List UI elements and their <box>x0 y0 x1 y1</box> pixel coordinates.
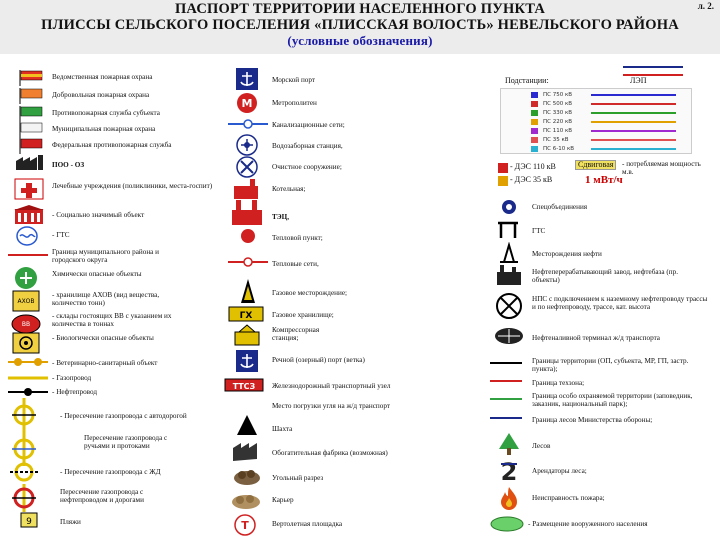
forest-lessee-icon <box>498 458 520 484</box>
substation-label: ПС 500 кВ <box>543 101 573 107</box>
legend-label: Граница муниципального района и городского округа <box>52 248 160 265</box>
river-port-anchor-icon <box>236 350 258 372</box>
svg-text:ТТСЗ: ТТСЗ <box>232 382 256 391</box>
tech-zone-line-icon <box>490 378 522 384</box>
rail-junction-icon <box>224 378 264 392</box>
legend-label: Пересечение газопровода с нефтепроводом и дорогами <box>60 488 144 505</box>
legend-label: - Пересечение газопровода с ЖД <box>60 468 161 476</box>
hospital-icon <box>14 178 44 200</box>
refinery-icon <box>496 264 522 286</box>
dept-fire-flag-icon <box>18 70 44 86</box>
legend-label: - ГТС <box>52 231 70 239</box>
quarry-icon <box>230 488 262 510</box>
population-placement-icon <box>490 516 524 532</box>
metro-icon <box>236 92 258 114</box>
substation-row <box>531 127 681 135</box>
substation-line <box>591 148 676 150</box>
svg-text:М: М <box>241 97 253 110</box>
legend-label: Шахта <box>272 425 293 433</box>
substation-row <box>531 91 681 99</box>
volunteer-fire-flag-icon <box>18 88 44 104</box>
seaport-anchor-icon <box>236 68 258 90</box>
gas-oil-crossing-icon <box>10 484 38 512</box>
substation-line <box>591 112 676 114</box>
legend-label: - Пересечение газопровода с автодорогой <box>60 412 187 420</box>
substation-swatch <box>531 110 538 116</box>
lep-line-icon-red <box>623 72 683 78</box>
legend-label: Спецобъединения <box>532 203 588 211</box>
des-35-label: - ДЭС 35 кВ <box>510 175 553 184</box>
legend-label: Газовое хранилище; <box>272 311 334 319</box>
substation-line <box>591 103 676 105</box>
chp-plant-icon <box>230 200 264 226</box>
substation-row <box>531 118 681 126</box>
des-110-icon <box>498 163 508 173</box>
substation-row <box>531 109 681 117</box>
defense-forest-line-icon <box>490 415 522 421</box>
fire-flame-icon <box>500 486 518 510</box>
oil-pipeline-icon <box>8 386 48 398</box>
svg-text:ВВ: ВВ <box>21 321 31 328</box>
substations-title: Подстанции: <box>505 76 549 85</box>
legend-label: Метрополитен <box>272 99 317 107</box>
regional-fire-flag-icon <box>18 106 44 122</box>
substation-row <box>531 136 681 144</box>
coal-pit-icon <box>232 464 262 486</box>
ahov-storage-icon <box>12 290 40 312</box>
legend-label: Морской порт <box>272 76 316 84</box>
substation-swatch <box>531 119 538 125</box>
svg-text:2: 2 <box>500 458 518 484</box>
substation-line <box>591 130 676 132</box>
legend-label: Котельная; <box>272 185 306 193</box>
legend-label: Противопожарная служба субъекта <box>52 109 160 117</box>
explosives-storage-icon <box>10 314 42 334</box>
power-note: - потребляемая мощность м.в. <box>622 160 701 177</box>
substation-swatch <box>531 92 538 98</box>
legend-label: - Ветеринарно-санитарный объект <box>52 359 158 367</box>
legend-label: Муниципальная пожарная охрана <box>52 125 156 133</box>
substations-legend <box>495 62 695 152</box>
treatment-plant-icon <box>236 156 258 178</box>
svg-text:ГХ: ГХ <box>239 311 253 321</box>
gas-field-icon <box>240 278 256 304</box>
legend-label: Пересечение газопровода с ручьями и протоками <box>84 434 168 451</box>
beach-icon <box>20 512 38 528</box>
highlight-badge: Сдвиговая <box>575 160 616 170</box>
legend-label: Газовое месторождение; <box>272 289 348 297</box>
special-object-icon <box>500 198 518 216</box>
oil-pump-station-icon <box>496 293 522 319</box>
chemical-hazard-icon <box>12 266 40 290</box>
legend-label: Водозаборная станция, <box>272 142 343 150</box>
substation-label: ПС 750 кВ <box>543 92 573 98</box>
boiler-house-icon <box>232 178 260 200</box>
des-110-label: - ДЭС 110 кВ <box>510 162 556 171</box>
federal-fire-flag-icon <box>18 138 44 154</box>
sewer-network-icon <box>228 118 268 130</box>
substation-swatch <box>531 101 538 107</box>
legend-label: Ведомственная пожарная охрана <box>52 73 153 81</box>
mine-icon <box>236 414 258 436</box>
legend-label: Речной (озерный) порт (ветка) <box>272 356 365 364</box>
legend-label: Граница техзона; <box>532 379 585 387</box>
veterinary-object-icon <box>8 356 48 368</box>
substation-label: ПС 6-10 кВ <box>543 146 575 152</box>
page-subtitle: ПЛИССЫ СЕЛЬСКОГО ПОСЕЛЕНИЯ «ПЛИССКАЯ ВОЛОСТЬ» НЕВЕЛЬСКОГО РАЙОНА <box>41 17 679 33</box>
legend-label: Химически опасные объекты <box>52 270 142 278</box>
substation-swatch <box>531 128 538 134</box>
legend-label: Карьер <box>272 496 294 504</box>
heat-network-icon <box>228 256 268 268</box>
legend-caption: (условные обозначения) <box>287 33 433 48</box>
legend-label: Лесов <box>532 442 551 450</box>
helipad-icon <box>234 514 256 536</box>
legend-label: Канализационные сети; <box>272 121 345 129</box>
gas-pipeline-line-icon <box>8 374 48 382</box>
heat-point-icon <box>240 228 256 244</box>
legend-label: Пляжи <box>60 518 81 526</box>
legend-label: Компрессорная станция; <box>272 326 320 343</box>
rail-tank-icon <box>494 326 524 348</box>
district-boundary-line-icon <box>8 252 48 258</box>
substation-rows <box>500 88 692 154</box>
legend-label: - Биологически опасные объекты <box>52 334 154 342</box>
gas-road-crossing-icon <box>10 398 38 432</box>
processing-factory-icon <box>232 440 260 462</box>
legend-label: - Размещение вооруженного населения <box>528 520 648 528</box>
hydro-structure-icon <box>16 226 38 246</box>
legend-label: - Социально значимый объект <box>52 211 145 219</box>
legend-label: Очистное сооружение; <box>272 163 342 171</box>
gas-storage-icon <box>228 306 264 322</box>
substation-line <box>591 139 676 141</box>
biohazard-icon <box>12 332 40 354</box>
des-35-icon <box>498 176 508 186</box>
power-mw: 1 мВт/ч <box>585 174 623 186</box>
legend-label: Нефтеналивной терминал ж/д транспорта <box>532 334 660 342</box>
protected-area-line-icon <box>490 396 522 402</box>
sheet-number: л. 2. <box>697 1 714 11</box>
legend-label: - хранилище АХОВ (вид вещества, количество тонн) <box>52 291 160 308</box>
legend-label: Нефтеперерабатывающий завод, нефтебаза (пр. объекты) <box>532 268 679 285</box>
legend-label: Арендаторы леса; <box>532 467 587 475</box>
legend-label: Неисправность пожара; <box>532 494 605 502</box>
substation-row <box>531 145 681 153</box>
legend-label: Угольный разрез <box>272 474 324 482</box>
legend-label: Граница особо охраняемой территории (заповедник, заказник, национальный парк); <box>532 392 693 409</box>
forest-tree-icon <box>498 432 520 456</box>
legend-label: Федеральная противопожарная служба <box>52 141 172 149</box>
territory-boundary-line-icon <box>490 360 522 366</box>
social-object-icon <box>14 205 44 225</box>
legend-label: Добровольная пожарная охрана <box>52 91 150 99</box>
oil-field-icon <box>498 242 520 264</box>
legend-label: - Нефтепровод <box>52 388 98 396</box>
legend-label: - склады гостоящих ВВ с указанием их количества в тоннах <box>52 312 172 329</box>
legend-label: НПС с подключением к наземному нефтепроводу трассы и по нефтепроводу, трассе, кат. высота <box>532 295 708 312</box>
page-title: ПАСПОРТ ТЕРРИТОРИИ НАСЕЛЕННОГО ПУНКТА <box>174 1 546 17</box>
lep-label: ЛЭП <box>630 76 647 85</box>
legend-label: Лечебные учреждения (поликлиники, места-госпит) <box>52 182 213 190</box>
municipal-fire-flag-icon <box>18 122 44 138</box>
legend-label: Месторождения нефти <box>532 250 602 258</box>
substation-swatch <box>531 137 538 143</box>
svg-text:9: 9 <box>26 517 32 527</box>
legend-label: Место погрузки угля на ж/д транспорт <box>272 402 390 410</box>
svg-text:Т: Т <box>241 519 249 532</box>
legend-label: ТЭЦ, <box>272 213 290 221</box>
hazard-factory-icon <box>14 153 50 171</box>
legend-label: Граница лесов Министерства обороны; <box>532 416 653 424</box>
substation-line <box>591 94 676 96</box>
legend-label: Тепловые сети, <box>272 260 319 268</box>
legend-label: - Газопровод <box>52 374 92 382</box>
substation-label: ПС 330 кВ <box>543 110 573 116</box>
gas-stream-crossing-icon <box>10 432 38 466</box>
substation-label: ПС 35 кВ <box>543 137 569 143</box>
substation-label: ПС 110 кВ <box>543 128 573 134</box>
legend-label: Границы территории (ОП, субъекта, МР, ГП, застр. пункта); <box>532 357 689 374</box>
legend-label: ПОО - ОЗ <box>52 161 85 169</box>
compressor-station-icon <box>234 324 260 346</box>
substation-swatch <box>531 146 538 152</box>
gas-rail-crossing-icon <box>10 462 38 482</box>
water-intake-icon <box>236 134 258 156</box>
svg-text:АХОВ: АХОВ <box>17 298 35 305</box>
legend-label: Обогатительная фабрика (возможная) <box>272 449 388 457</box>
gts-gate-icon <box>496 220 520 238</box>
substation-label: ПС 220 кВ <box>543 119 573 125</box>
legend-label: Вертолетная площадка <box>272 520 343 528</box>
legend-label: ГТС <box>532 227 546 235</box>
legend-label: Тепловой пункт; <box>272 234 323 242</box>
substation-line <box>591 121 676 123</box>
substation-row <box>531 100 681 108</box>
legend-label: Железнодорожный транспортный узел <box>272 382 391 390</box>
